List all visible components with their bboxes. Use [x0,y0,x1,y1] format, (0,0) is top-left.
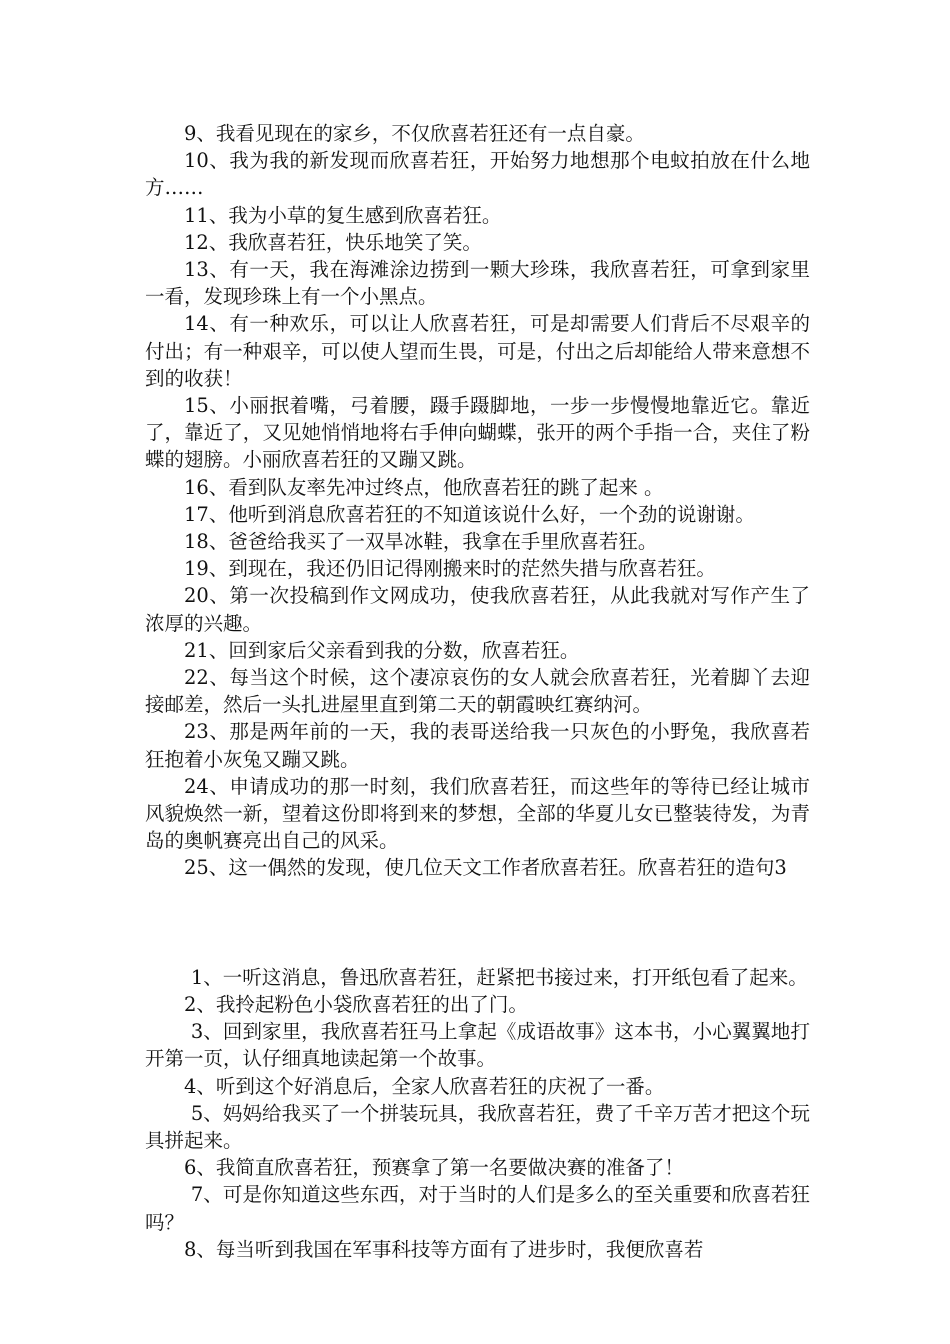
paragraph-3: 3、回到家里，我欣喜若狂马上拿起《成语故事》这本书，小心翼翼地打开第一页，认仔细真地读起第一个故事。 [145,1020,810,1071]
paragraph-22: 22、每当这个时候，这个凄凉哀伤的女人就会欣喜若狂，光着脚丫去迎接邮差，然后一头扎进屋里直到第二天的朝霞映红赛纳河。 [145,666,810,717]
paragraph-20: 20、第一次投稿到作文网成功，使我欣喜若狂，从此我就对写作产生了浓厚的兴趣。 [145,584,810,635]
paragraph-12: 12、我欣喜若狂，快乐地笑了笑。 [184,230,482,254]
paragraph-23: 23、那是两年前的一天，我的表哥送给我一只灰色的小野兔，我欣喜若狂抱着小灰兔又蹦又跳。 [145,720,810,771]
document-body [145,120,810,1263]
paragraph-25: 25、这一偶然的发现，使几位天文工作者欣喜若狂。欣喜若狂的造句3 [184,856,787,880]
paragraph-16: 16、看到队友率先冲过终点，他欣喜若狂的跳了起来 。 [184,475,664,499]
paragraph-18: 18、爸爸给我买了一双旱冰鞋，我拿在手里欣喜若狂。 [184,530,658,554]
paragraph-17: 17、他听到消息欣喜若狂的不知道该说什么好，一个劲的说谢谢。 [184,502,755,526]
paragraph-2: 2、我拎起粉色小袋欣喜若狂的出了门。 [184,992,528,1016]
paragraph-1: 1、一听这消息，鲁迅欣喜若狂，赶紧把书接过来，打开纸包看了起来。 [190,965,808,989]
paragraph-15: 15、小丽抿着嘴，弓着腰，蹑手蹑脚地，一步一步慢慢地靠近它。靠近了，靠近了，又见她悄悄地将右手伸向蝴蝶，张开的两个手指一合，夹住了粉蝶的翅膀。小丽欣喜若狂的又蹦又跳。 [145,394,810,472]
paragraph-19: 19、到现在，我还仍旧记得刚搬来时的茫然失措与欣喜若狂。 [184,557,716,581]
paragraph-6: 6、我简直欣喜若狂，预赛拿了第一名要做决赛的准备了！ [184,1156,684,1180]
paragraph-21: 21、回到家后父亲看到我的分数，欣喜若狂。 [184,638,580,662]
paragraph-13: 13、有一天，我在海滩涂边捞到一颗大珍珠，我欣喜若狂，可拿到家里一看，发现珍珠上有一个小黑点。 [145,258,810,309]
paragraph-10: 10、我为我的新发现而欣喜若狂，开始努力地想那个电蚊拍放在什么地方…… [145,149,810,200]
paragraph-8: 8、每当听到我国在军事科技等方面有了进步时，我便欣喜若 [184,1237,704,1261]
paragraph-5: 5、妈妈给我买了一个拼装玩具，我欣喜若狂，费了千辛万苦才把这个玩具拼起来。 [145,1101,810,1152]
sentence-list-section-1 [145,120,810,882]
paragraph-9: 9、我看见现在的家乡，不仅欣喜若狂还有一点自豪。 [184,122,645,145]
sentence-list-section-2 [145,964,810,1263]
paragraph-4: 4、听到这个好消息后，全家人欣喜若狂的庆祝了一番。 [184,1074,665,1098]
paragraph-7: 7、可是你知道这些东西，对于当时的人们是多么的至关重要和欣喜若狂吗？ [145,1183,810,1234]
section-spacer [145,882,810,964]
paragraph-11: 11、我为小草的复生感到欣喜若狂。 [184,203,502,227]
paragraph-24: 24、申请成功的那一时刻，我们欣喜若狂，而这些年的等待已经让城市风貌焕然一新，望着这份即将到来的梦想，全部的华夏儿女已整装待发，为青岛的奥帆赛亮出自己的风采。 [145,774,810,853]
paragraph-14: 14、有一种欢乐，可以让人欣喜若狂，可是却需要人们背后不尽艰辛的付出；有一种艰辛，可以使人望而生畏，可是，付出之后却能给人带来意想不到的收获！ [145,312,810,390]
